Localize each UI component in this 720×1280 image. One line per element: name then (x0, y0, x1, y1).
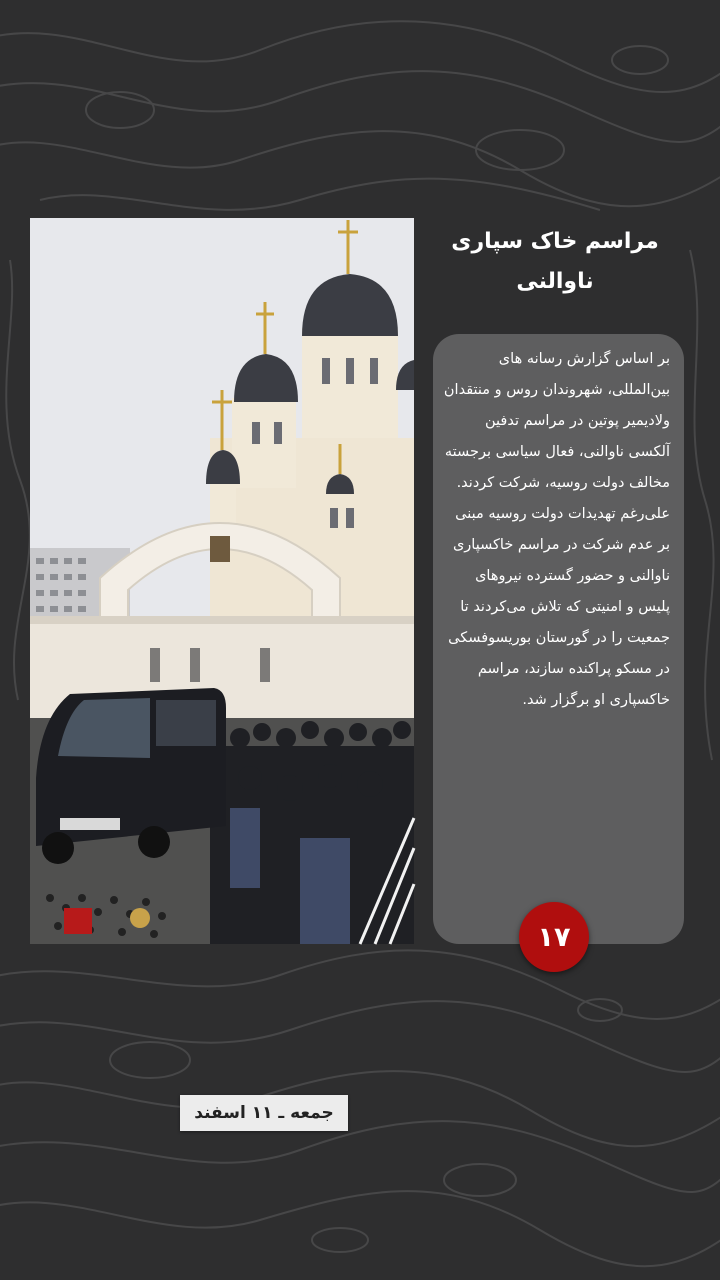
description-text: بر اساس گزارش رسانه های بین‌المللی، شهروندان روس و منتقدان ولادیمیر پوتین در مراسم تدفین آلکسی ناوالنی، فعال سیاسی برجسته مخالف دولت روسیه، شرکت کردند. علی‌رغم تهدیدات دولت روسیه مبنی بر عدم شرکت در مراسم خاکسپاری ناوالنی و حضور گسترده نیروهای پلیس و امنیتی که تلاش می‌کردند تا جمعیت را در گورستان بوریسوفسکی در مسکو پراکنده سازند، مراسم خاکسپاری او برگزار شد. (443, 351, 670, 708)
page-number-badge: ۱۷ (519, 902, 589, 972)
description-card (433, 334, 684, 944)
title-line-1: مراسم خاک سپاری (451, 229, 659, 254)
title-line-2: ناوالنی (516, 269, 594, 294)
date-label: جمعه ـ ۱۱ اسفند (180, 1095, 348, 1131)
event-photo (30, 218, 414, 1123)
page-title (430, 222, 680, 302)
